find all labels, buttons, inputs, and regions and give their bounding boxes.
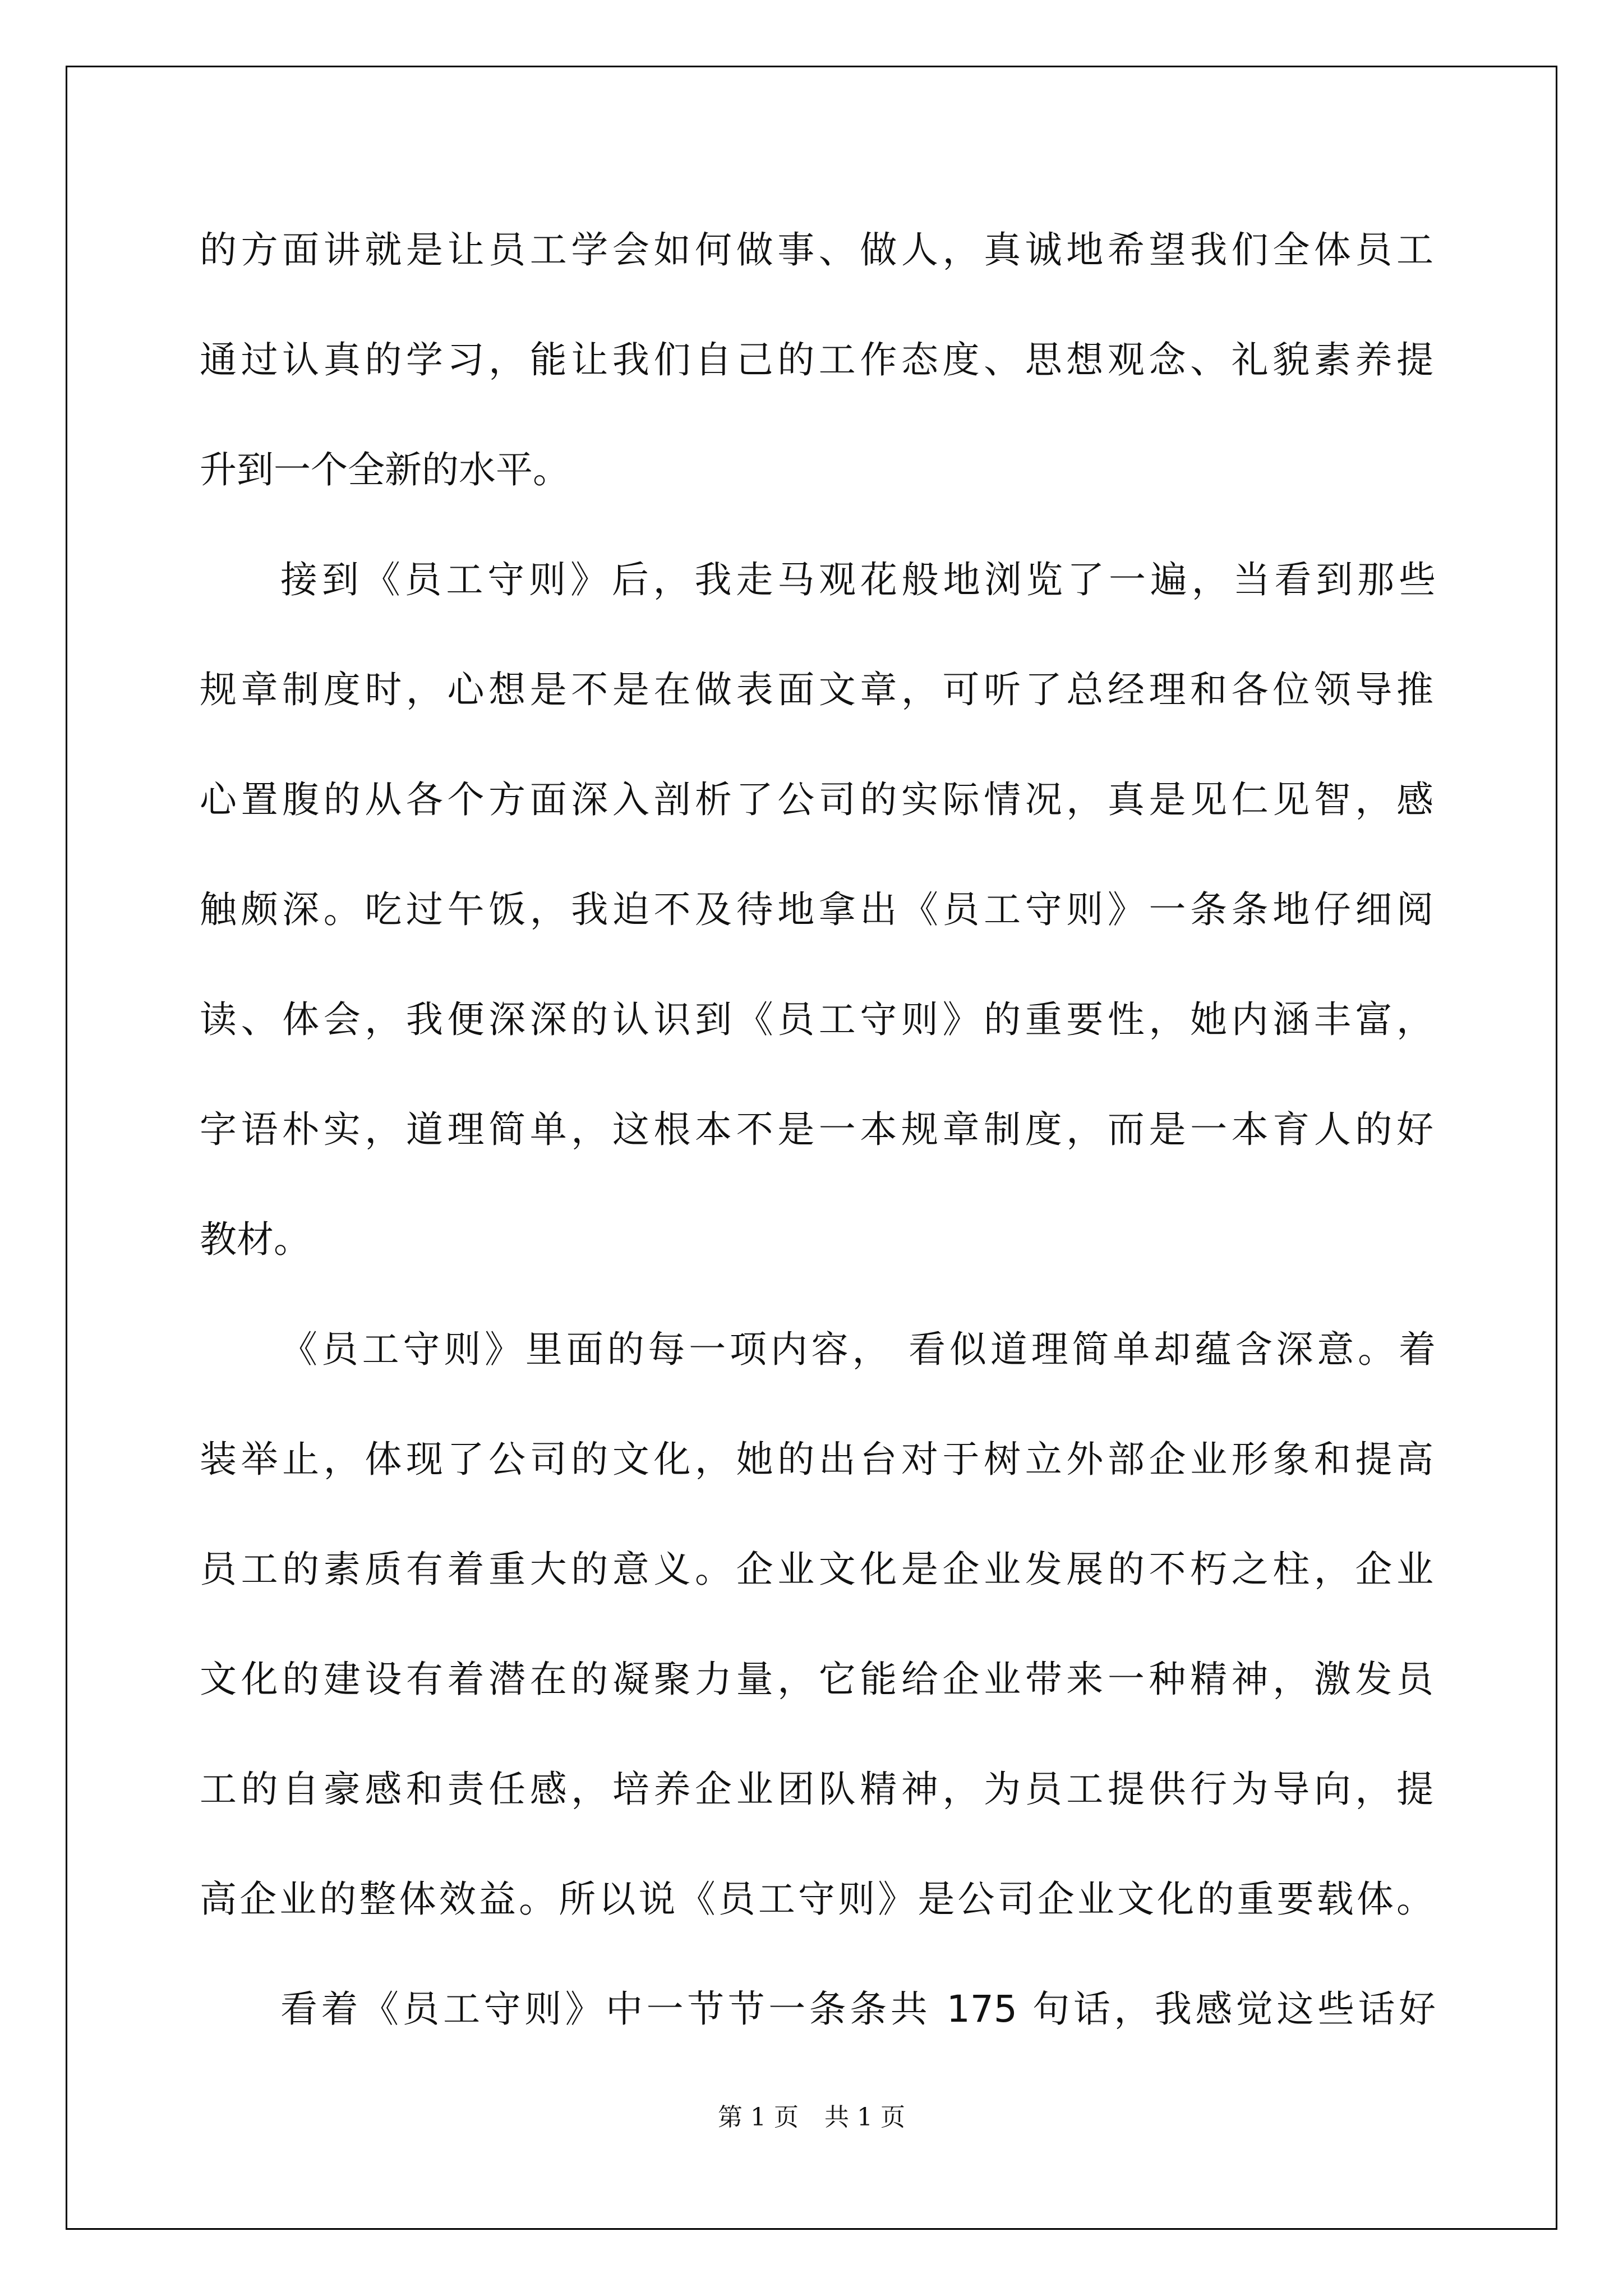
text-line: 读、体会，我便深深的认识到《员工守则》的重要性，她内涵丰富， xyxy=(200,998,1433,1041)
text-line: 员工的素质有着重大的意义。企业文化是企业发展的不朽之柱，企业 xyxy=(200,1548,1433,1591)
text-line: 规章制度时，心想是不是在做表面文章，可听了总经理和各位领导推 xyxy=(200,668,1433,711)
page-total: 共 1 页 xyxy=(824,2103,905,2132)
page-number: 第 1 页 xyxy=(718,2103,799,2132)
text-line: 《员工守则》里面的每一项内容， 看似道理简单却蕴含深意。着 xyxy=(280,1328,1436,1371)
text-line: 字语朴实，道理简单，这根本不是一本规章制度，而是一本育人的好 xyxy=(200,1108,1433,1151)
text-line: 看着《员工守则》中一节节一条条共 175 句话，我感觉这些话好 xyxy=(280,1987,1436,2031)
text-line: 工的自豪感和责任感，培养企业团队精神，为员工提供行为导向，提 xyxy=(200,1768,1433,1811)
text-line: 接到《员工守则》后，我走马观花般地浏览了一遍，当看到那些 xyxy=(280,558,1436,601)
page-footer xyxy=(0,2101,1623,2134)
text-line: 的方面讲就是让员工学会如何做事、做人，真诚地希望我们全体员工 xyxy=(200,228,1433,272)
text-line: 教材。 xyxy=(200,1218,311,1261)
text-line: 高企业的整体效益。所以说《员工守则》是公司企业文化的重要载体。 xyxy=(200,1878,1433,1921)
text-line: 装举止，体现了公司的文化，她的出台对于树立外部企业形象和提高 xyxy=(200,1438,1433,1481)
text-line: 升到一个全新的水平。 xyxy=(200,448,570,491)
text-line: 文化的建设有着潜在的凝聚力量，它能给企业带来一种精神，激发员 xyxy=(200,1658,1433,1701)
text-line: 心置腹的从各个方面深入剖析了公司的实际情况，真是见仁见智，感 xyxy=(200,778,1433,821)
text-line: 触颇深。吃过午饭，我迫不及待地拿出《员工守则》一条条地仔细阅 xyxy=(200,888,1433,931)
text-line: 通过认真的学习，能让我们自己的工作态度、思想观念、礼貌素养提 xyxy=(200,338,1433,381)
